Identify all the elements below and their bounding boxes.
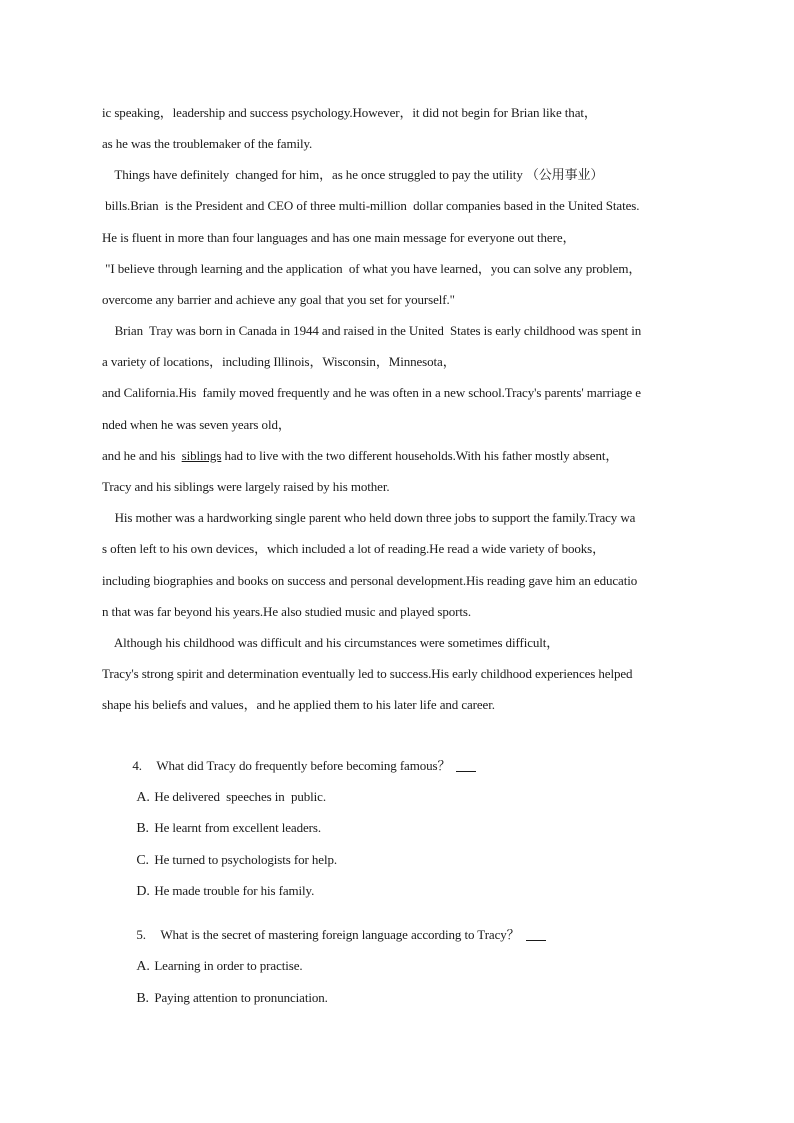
passage-line: as he was the troublemaker of the family. <box>102 136 313 151</box>
passage-line: "I believe through learning and the application of what you have learned，you can solve any problem， <box>102 261 642 276</box>
passage-line: He is fluent in more than four languages and has one main message for everyone out there， <box>102 230 576 245</box>
option-letter: B. <box>136 991 149 1006</box>
passage-line: s often left to his own devices，which included a lot of reading.He read a wide variety of books， <box>102 541 606 556</box>
option-text: Paying attention to pronunciation. <box>154 990 328 1005</box>
underlined-word: siblings <box>181 448 222 463</box>
question-text: What is the secret of mastering foreign language according to Tracy？ <box>160 927 520 942</box>
option-b[interactable] <box>130 804 321 837</box>
passage-text: had to live with the two different households.With his father mostly absent， <box>221 448 619 463</box>
passage-line: Things have definitely changed for him，as he once struggled to pay the utility （公用事业） <box>102 167 604 182</box>
passage-line: Tracy's strong spirit and determination eventually led to success.His early childhood experiences helped <box>102 666 633 681</box>
option-c[interactable] <box>130 836 337 869</box>
option-text: He turned to psychologists for help. <box>154 852 338 867</box>
passage-line <box>102 448 618 464</box>
option-text: Learning in order to practise. <box>154 958 303 973</box>
answer-blank[interactable] <box>456 759 476 772</box>
passage-line: Although his childhood was difficult and his circumstances were sometimes difficult， <box>102 635 560 650</box>
passage-line: including biographies and books on success and personal development.His reading gave him an educatio <box>102 573 638 588</box>
passage-line: Tracy and his siblings were largely raised by his mother. <box>102 479 390 494</box>
option-letter: A. <box>136 959 150 974</box>
option-b[interactable] <box>130 974 328 1007</box>
option-a[interactable] <box>130 773 326 806</box>
option-letter: D. <box>136 884 150 899</box>
passage-line: a variety of locations，including Illinois，Wisconsin，Minnesota， <box>102 354 456 369</box>
question-4 <box>126 742 476 774</box>
passage-line: n that was far beyond his years.He also studied music and played sports. <box>102 604 471 619</box>
option-text: He made trouble for his family. <box>154 883 315 898</box>
question-number: 5. <box>136 927 146 942</box>
option-letter: C. <box>136 853 149 868</box>
passage-line: ic speaking，leadership and success psychology.However，it did not begin for Brian like that， <box>102 105 597 120</box>
answer-blank[interactable] <box>526 928 546 941</box>
option-text: He learnt from excellent leaders. <box>154 820 322 835</box>
passage-line: shape his beliefs and values，and he applied them to his later life and career. <box>102 697 495 712</box>
passage-line: bills.Brian is the President and CEO of three multi-million dollar companies based in the United States. <box>102 198 640 213</box>
passage-line: His mother was a hardworking single parent who held down three jobs to support the family.Tracy wa <box>102 510 636 525</box>
option-a[interactable] <box>130 942 303 975</box>
passage-line: overcome any barrier and achieve any goal that you set for yourself." <box>102 292 455 307</box>
question-number: 4. <box>132 758 142 773</box>
question-5 <box>130 911 546 943</box>
option-d[interactable] <box>130 867 314 900</box>
question-text: What did Tracy do frequently before becoming famous？ <box>156 758 451 773</box>
option-text: He delivered speeches in public. <box>154 789 326 804</box>
passage-text: and he and his <box>102 448 182 463</box>
passage-line: and California.His family moved frequently and he was often in a new school.Tracy's parents' marriage e <box>102 385 641 400</box>
option-letter: B. <box>136 821 149 836</box>
option-letter: A. <box>136 790 150 805</box>
passage-line: Brian Tray was born in Canada in 1944 and raised in the United States is early childhood was spent in <box>102 323 642 338</box>
passage-line: nded when he was seven years old， <box>102 417 291 432</box>
